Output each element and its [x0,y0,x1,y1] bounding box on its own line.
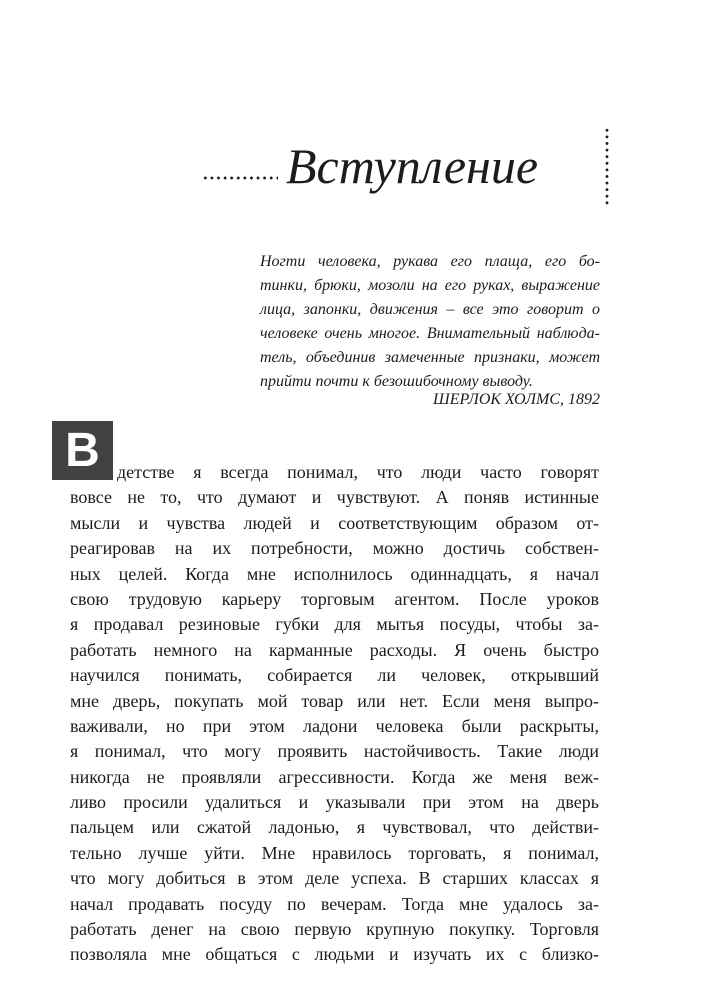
epigraph-line: прийти почти к безошибочному выводу. [260,373,533,390]
body-line: тельно лучше уйти. Мне нравилось торговать, я понимал, [70,842,599,863]
body-line: свою трудовую карьеру торговым агентом. После уроков [70,588,599,609]
epigraph-line: человеке очень многое. Внимательный наблюда- [260,325,600,342]
epigraph-line: Ногти человека, рукава его плаща, его бо- [260,253,600,270]
chapter-heading [196,136,596,206]
epigraph-line: тинки, брюки, мозоли на его руках, выражение [260,277,600,294]
heading-vertical-dotted-rule [605,127,609,207]
body-line: пальцем или сжатой ладонью, я чувствовал, что действи- [70,817,599,838]
chapter-title: Вступление [286,138,539,194]
body-line: работать немного на карманные расходы. Я очень быстро [70,639,599,660]
body-line: начал продавать посуду по вечерам. Тогда мне удалось за- [70,893,599,914]
body-line: мне дверь, покупать мой товар или нет. Если меня выпро- [70,690,599,711]
body-line: реагировав на их потребности, можно достичь собствен- [70,538,599,559]
epigraph-attribution: ШЕРЛОК ХОЛМС, 1892 [433,391,600,408]
body-paragraph [70,460,599,968]
epigraph-line: тель, объединив замеченные признаки, может [260,349,600,366]
body-line: важивали, но при этом ладони человека были раскрыты, [70,715,599,736]
body-line: детстве я всегда понимал, что люди часто говорят [117,462,599,482]
body-line: что могу добиться в этом деле успеха. В старших классах я [70,868,599,889]
body-line: мысли и чувства людей и соответствующим образом от- [70,512,599,533]
body-line: я продавал резиновые губки для мытья посуды, чтобы за- [70,614,599,635]
heading-dot-leader [202,176,278,180]
body-line: я понимал, что могу проявить настойчивость. Такие люди [70,741,599,762]
epigraph [260,250,600,394]
body-line: научился понимать, собирается ли человек, открывший [70,665,599,686]
body-line: никогда не проявляли агрессивности. Когда же меня веж- [70,766,599,787]
body-line: вовсе не то, что думают и чувствуют. А поняв истинные [70,487,599,508]
body-line: работать денег на свою первую крупную покупку. Торговля [70,919,599,940]
body-line: позволяла мне общаться с людьми и изучать их с близко- [70,944,599,965]
body-line: ных целей. Когда мне исполнилось одиннадцать, я начал [70,563,599,584]
body-line: ливо просили удалиться и указывали при этом на дверь [70,792,599,813]
epigraph-line: лица, запонки, движения – все это говорит о [260,301,600,318]
drop-cap: В [52,421,113,480]
